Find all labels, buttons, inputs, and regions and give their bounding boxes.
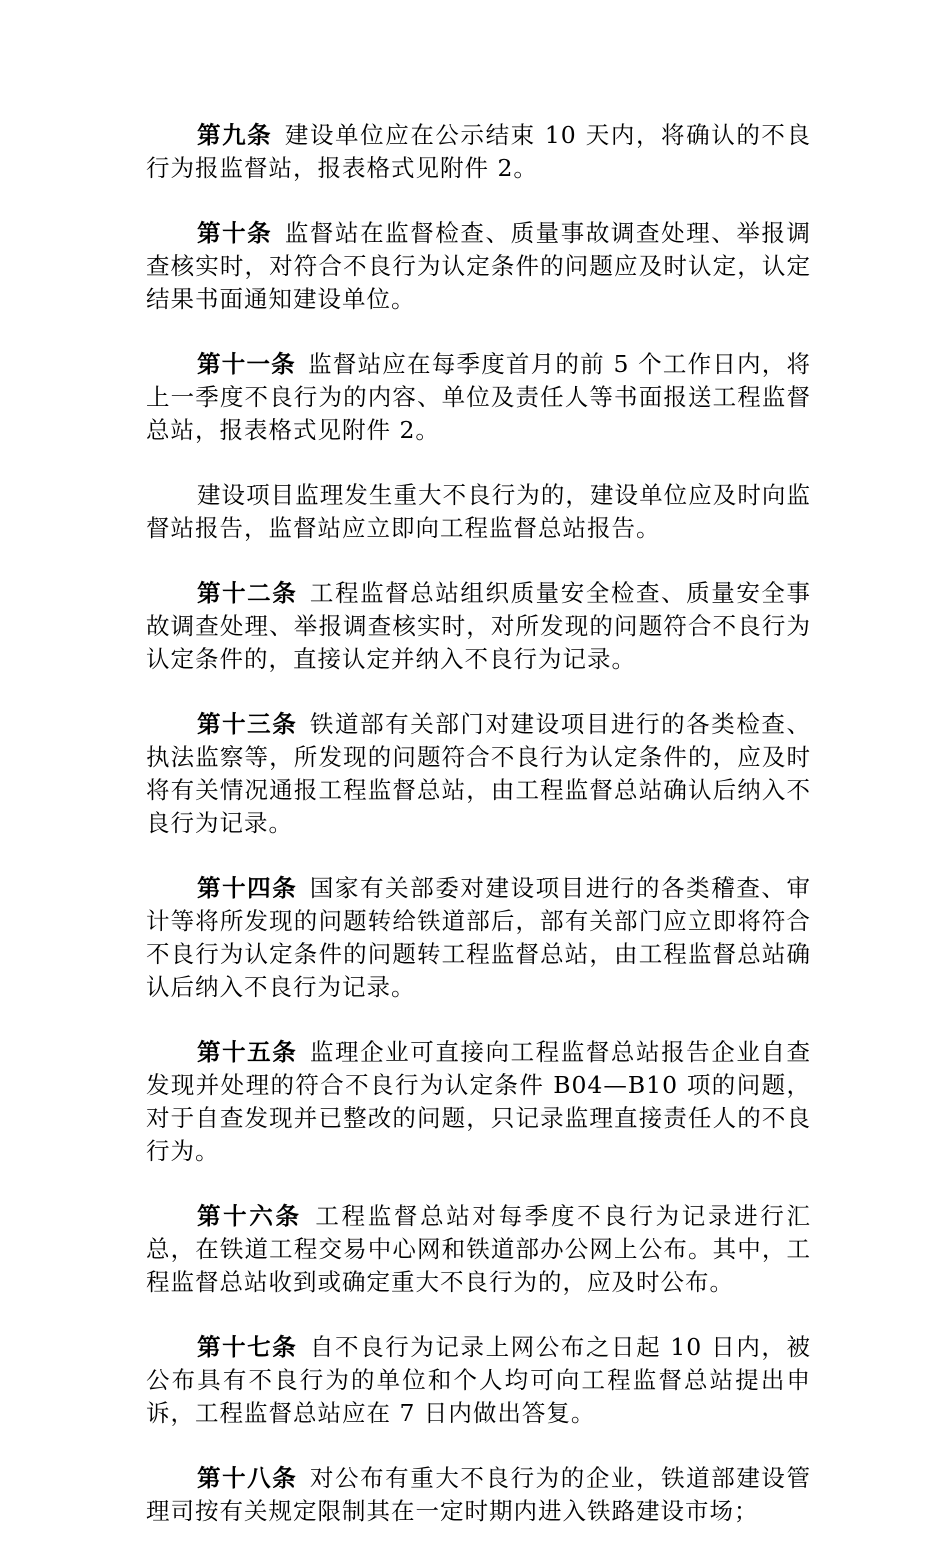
article-text: 建设项目监理发生重大不良行为的，建设单位应及时向监督站报告，监督站应立即向工程监督总站报告。: [146, 481, 811, 542]
article-text: 监督站应在每季度首月的前 5 个工作日内，将上一季度不良行为的内容、单位及责任人等书面报送工程监督总站，报表格式见附件 2。: [146, 350, 811, 444]
article-18-paragraph: [146, 1462, 811, 1528]
article-heading: 第十三条: [197, 710, 298, 738]
article-heading: 第十二条: [197, 579, 298, 607]
article-text: 铁道部有关部门对建设项目进行的各类检查、执法监察等，所发现的问题符合不良行为认定条件的，应及时将有关情况通报工程监督总站，由工程监督总站确认后纳入不良行为记录。: [146, 710, 812, 837]
article-heading: 第十条: [197, 219, 273, 247]
article-11-paragraph: [146, 348, 811, 447]
article-11-subparagraph: [146, 479, 811, 545]
article-heading: 第十五条: [197, 1038, 298, 1066]
article-13-paragraph: [146, 708, 811, 840]
article-text: 国家有关部委对建设项目进行的各类稽查、审计等将所发现的问题转给铁道部后，部有关部门应立即将符合不良行为认定条件的问题转工程监督总站，由工程监督总站确认后纳入不良行为记录。: [146, 874, 812, 1001]
article-16-paragraph: [146, 1200, 811, 1299]
article-heading: 第十一条: [197, 350, 296, 378]
article-17-paragraph: [146, 1331, 811, 1430]
article-text: 监督站在监督检查、质量事故调查处理、举报调查核实时，对符合不良行为认定条件的问题应及时认定，认定结果书面通知建设单位。: [146, 219, 811, 313]
article-text: 建设单位应在公示结束 10 天内，将确认的不良行为报监督站，报表格式见附件 2。: [146, 121, 812, 182]
article-15-paragraph: [146, 1036, 811, 1168]
article-heading: 第十八条: [197, 1464, 298, 1492]
article-12-paragraph: [146, 577, 811, 676]
article-9-paragraph: [146, 119, 811, 185]
article-heading: 第十四条: [197, 874, 298, 902]
article-14-paragraph: [146, 872, 811, 1004]
article-text: 工程监督总站对每季度不良行为记录进行汇总，在铁道工程交易中心网和铁道部办公网上公布。其中，工程监督总站收到或确定重大不良行为的，应及时公布。: [146, 1202, 812, 1296]
article-heading: 第九条: [197, 121, 273, 149]
article-text: 工程监督总站组织质量安全检查、质量安全事故调查处理、举报调查核实时，对所发现的问题符合不良行为认定条件的，直接认定并纳入不良行为记录。: [146, 579, 812, 673]
article-10-paragraph: [146, 217, 811, 316]
article-heading: 第十七条: [197, 1333, 298, 1361]
article-heading: 第十六条: [197, 1202, 302, 1230]
article-text: 对公布有重大不良行为的企业，铁道部建设管理司按有关规定限制其在一定时期内进入铁路建设市场；: [146, 1464, 812, 1525]
article-text: 自不良行为记录上网公布之日起 10 日内，被公布具有不良行为的单位和个人均可向工程监督总站提出申诉，工程监督总站应在 7 日内做出答复。: [146, 1333, 811, 1427]
article-text: 监理企业可直接向工程监督总站报告企业自查发现并处理的符合不良行为认定条件 B04—B10 项的问题，对于自查发现并已整改的问题，只记录监理直接责任人的不良行为。: [146, 1038, 812, 1165]
